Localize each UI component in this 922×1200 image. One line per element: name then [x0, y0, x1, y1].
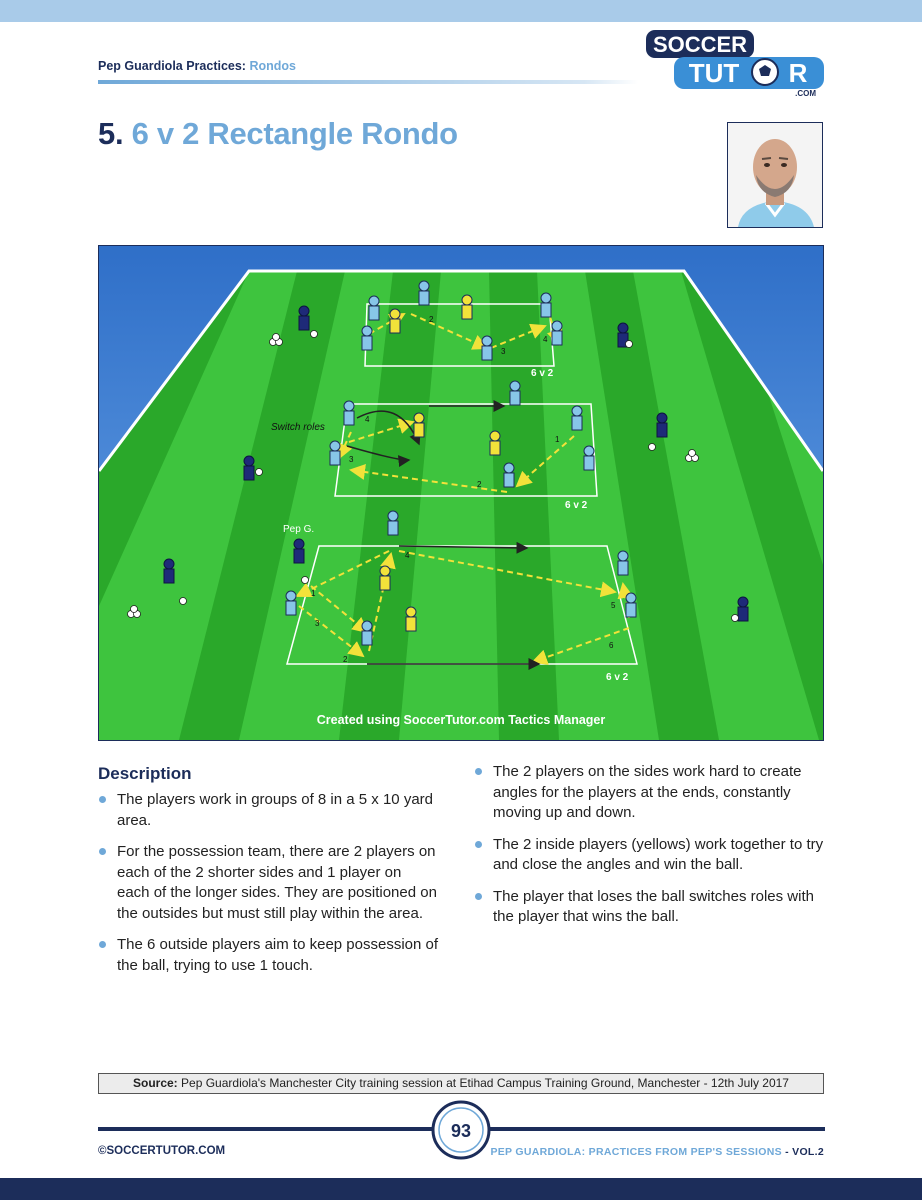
svg-text:2: 2	[477, 480, 482, 489]
source-label: Source:	[133, 1076, 178, 1090]
description-column-right	[474, 762, 830, 939]
list-item: The players work in groups of 8 in a 5 x 10 yard area.	[98, 790, 438, 831]
list-item: The 2 players on the sides work hard to create angles for the players at the ends, constantly moving up and down.	[474, 762, 830, 824]
list-item: The 6 outside players aim to keep possession of the ball, trying to use 1 touch.	[98, 935, 438, 976]
svg-text:2: 2	[429, 315, 434, 324]
source-text: Pep Guardiola's Manchester City training session at Etihad Campus Training Ground, Manchester - 12th July 2017	[181, 1076, 789, 1090]
bullet-icon	[475, 841, 482, 848]
group-label-top: 6 v 2	[531, 368, 554, 379]
rondo-diagram	[98, 245, 824, 741]
bullet-icon	[99, 796, 106, 803]
coach-portrait-icon	[728, 123, 822, 227]
list-item: The 2 inside players (yellows) work together to try and close the angles and win the ball.	[474, 835, 830, 876]
svg-text:6: 6	[609, 641, 614, 650]
svg-text:SOCCER: SOCCER	[652, 32, 748, 57]
svg-text:TUT: TUT	[688, 58, 740, 88]
bullet-icon	[99, 848, 106, 855]
description-heading: Description	[98, 764, 192, 783]
list-item: For the possession team, there are 2 players on each of the 2 shorter sides and 1 player on each of the longer sides. They are positioned on the outsides but must still play within the area.	[98, 842, 438, 924]
title-text: 6 v 2 Rectangle Rondo	[131, 116, 458, 151]
bottom-color-bar	[0, 1178, 922, 1200]
page-number: 93	[450, 1121, 472, 1141]
svg-text:.COM: .COM	[795, 89, 816, 98]
bullet-icon	[475, 768, 482, 775]
group-label-middle: 6 v 2	[565, 500, 588, 511]
svg-text:3: 3	[349, 455, 354, 464]
source-box	[98, 1073, 824, 1094]
diagram-credit: Created using SoccerTutor.com Tactics Manager	[316, 713, 606, 727]
svg-text:4: 4	[365, 415, 370, 424]
soccertutor-logo	[640, 28, 830, 98]
page-title	[98, 116, 458, 152]
svg-text:2: 2	[343, 655, 348, 664]
header-divider	[98, 80, 638, 84]
running-header	[98, 59, 296, 73]
svg-text:1: 1	[311, 589, 316, 598]
switch-roles-label: Switch roles	[271, 422, 325, 433]
footer-copyright: ©SOCCERTUTOR.COM	[98, 1145, 226, 1157]
svg-text:R: R	[788, 58, 808, 88]
svg-text:5: 5	[611, 601, 616, 610]
section-number: 5.	[98, 116, 124, 151]
bullet-icon	[99, 941, 106, 948]
list-item: The player that loses the ball switches roles with the player that wins the ball.	[474, 887, 830, 928]
footer-book-title: PEP GUARDIOLA: PRACTICES FROM PEP'S SESSIONS - VOL.2	[490, 1146, 824, 1158]
svg-text:1: 1	[555, 435, 560, 444]
svg-text:3: 3	[501, 347, 506, 356]
coach-label: Pep G.	[283, 524, 315, 535]
coach-photo	[727, 122, 823, 228]
pitch-diagram	[99, 246, 823, 740]
bullet-icon	[475, 893, 482, 900]
svg-text:4: 4	[405, 551, 410, 560]
book-title: Pep Guardiola Practices:	[98, 59, 246, 73]
description-column-left	[98, 790, 438, 987]
page-number-badge	[431, 1100, 491, 1160]
svg-text:3: 3	[315, 619, 320, 628]
section-name: Rondos	[249, 59, 296, 73]
top-color-bar	[0, 0, 922, 22]
group-label-bottom: 6 v 2	[606, 672, 629, 683]
svg-text:4: 4	[543, 335, 548, 344]
